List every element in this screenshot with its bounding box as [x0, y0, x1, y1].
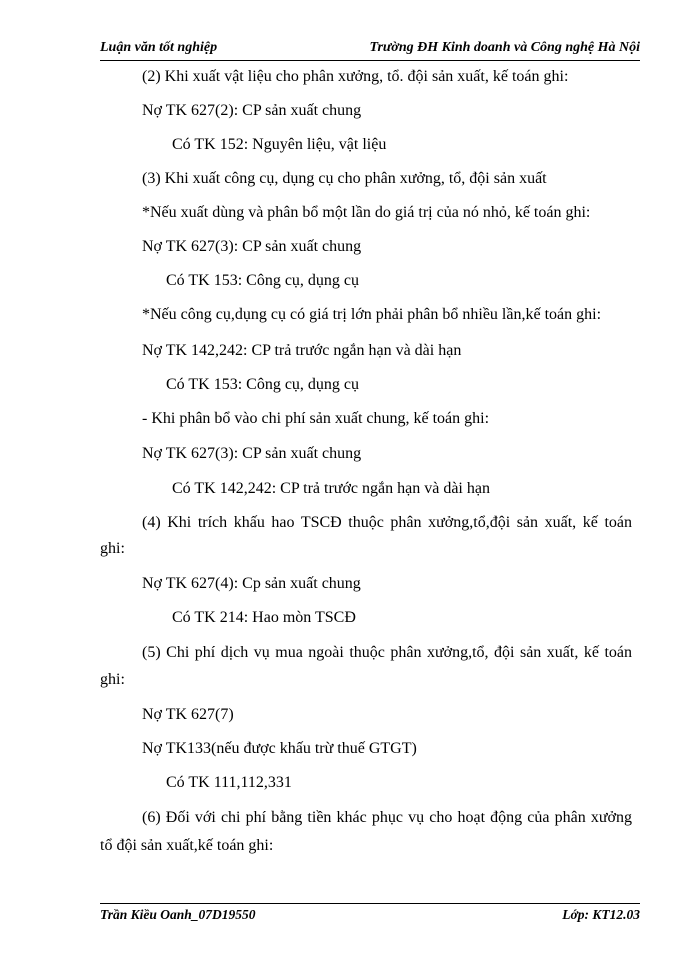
header-university-name: Trường ĐH Kinh doanh và Công nghệ Hà Nội	[369, 40, 640, 55]
body-line-3: Có TK 152: Nguyên liệu, vật liệu	[172, 136, 387, 153]
body-line-11: - Khi phân bổ vào chi phí sản xuất chung, kế toán ghi:	[142, 410, 490, 427]
body-line-22: Có TK 111,112,331	[166, 774, 292, 791]
page-footer	[100, 903, 640, 926]
body-line-7: Có TK 153: Công cụ, dụng cụ	[166, 272, 360, 289]
body-line-21: Nợ TK133(nếu được khấu trừ thuế GTGT)	[142, 740, 417, 757]
body-line-10: Có TK 153: Công cụ, dụng cụ	[166, 376, 360, 393]
footer-class: Lớp: KT12.03	[562, 907, 640, 922]
body-line-12: Nợ TK 627(3): CP sản xuất chung	[142, 445, 362, 462]
body-line-14: (4) Khi trích khấu hao TSCĐ thuộc phân xưởng,tổ,đội sản xuất, kế toán	[142, 514, 632, 531]
body-line-4: (3) Khi xuất công cụ, dụng cụ cho phân xưởng, tổ, đội sản xuất	[142, 170, 547, 187]
body-line-13: Có TK 142,242: CP trả trước ngắn hạn và dài hạn	[172, 480, 490, 497]
body-line-6: Nợ TK 627(3): CP sản xuất chung	[142, 238, 362, 255]
body-line-24: tổ đội sản xuất,kế toán ghi:	[100, 837, 274, 854]
body-line-5: *Nếu xuất dùng và phân bổ một lần do giá trị của nó nhỏ, kế toán ghi:	[142, 204, 591, 221]
body-line-2: Nợ TK 627(2): CP sản xuất chung	[142, 102, 362, 119]
page-header	[100, 38, 640, 61]
body-line-8: *Nếu công cụ,dụng cụ có giá trị lớn phải phân bổ nhiều lần,kế toán ghi:	[142, 306, 602, 323]
body-line-16: Nợ TK 627(4): Cp sản xuất chung	[142, 575, 361, 592]
body-line-20: Nợ TK 627(7)	[142, 706, 234, 723]
footer-author: Trần Kiều Oanh_07D19550	[100, 907, 256, 922]
body-line-15: ghi:	[100, 540, 125, 557]
body-line-23: (6) Đối với chi phí bằng tiền khác phục vụ cho hoạt động của phân xưởng	[142, 809, 632, 826]
header-thesis-label: Luận văn tốt nghiệp	[100, 40, 218, 55]
body-line-19: ghi:	[100, 671, 125, 688]
body-line-17: Có TK 214: Hao mòn TSCĐ	[172, 609, 356, 626]
body-line-18: (5) Chi phí dịch vụ mua ngoài thuộc phân xưởng,tổ, đội sản xuất, kế toán	[142, 644, 632, 661]
body-line-9: Nợ TK 142,242: CP trả trước ngắn hạn và dài hạn	[142, 342, 462, 359]
body-line-1: (2) Khi xuất vật liệu cho phân xưởng, tổ. đội sản xuất, kế toán ghi:	[142, 68, 569, 85]
